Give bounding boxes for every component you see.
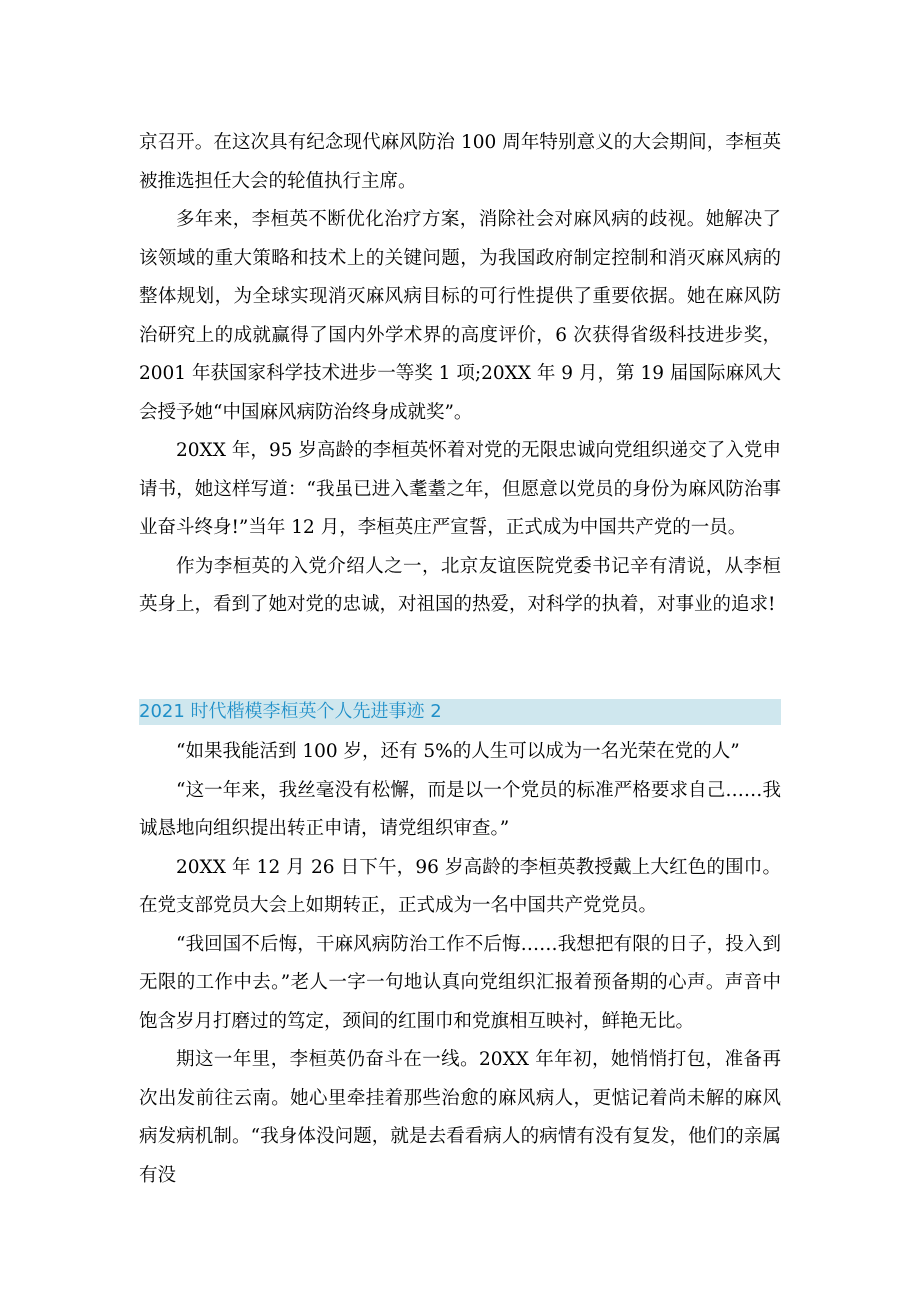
top-section (139, 124, 781, 625)
paragraph-continuation: 京召开。在这次具有纪念现代麻风防治 100 周年特别意义的大会期间，李桓英被推选担任大会的轮值执行主席。 (139, 132, 781, 192)
paragraph: 作为李桓英的入党介绍人之一，北京友谊医院党委书记辛有清说，从李桓英身上，看到了她对党的忠诚，对祖国的热爱，对科学的执着，对事业的追求! (139, 555, 781, 615)
paragraph: 20XX 年 12 月 26 日下午，96 岁高龄的李桓英教授戴上大红色的围巾。在党支部党员大会上如期转正，正式成为一名中国共产党党员。 (139, 856, 781, 916)
paragraph: 期这一年里，李桓英仍奋斗在一线。20XX 年年初，她悄悄打包，准备再次出发前往云南。她心里牵挂着那些治愈的麻风病人，更惦记着尚未解的麻风病发病机制。“我身体没问题，就是去看看病人的病情有没有复发，他们的亲属有没 (139, 1049, 781, 1186)
paragraph: “如果我能活到 100 岁，还有 5%的人生可以成为一名光荣在党的人” (176, 741, 740, 762)
paragraph: “这一年来，我丝毫没有松懈，而是以一个党员的标准严格要求自己……我诚恳地向组织提出转正申请，请党组织审查。” (139, 779, 781, 839)
section-2-body (139, 733, 781, 1195)
paragraph: 20XX 年，95 岁高龄的李桓英怀着对党的无限忠诚向党组织递交了入党申请书，她这样写道：“我虽已进入耄耋之年，但愿意以党员的身份为麻风防治事业奋斗终身!”当年 12 月，李桓英庄严宣誓，正式成为中国共产党的一员。 (139, 440, 781, 538)
paragraph: “我回国不后悔，干麻风病防治工作不后悔……我想把有限的日子，投入到无限的工作中去。”老人一字一句地认真向党组织汇报着预备期的心声。声音中饱含岁月打磨过的笃定，颈间的红围巾和党旗相互映衬，鲜艳无比。 (139, 933, 781, 1032)
section-heading (139, 699, 781, 725)
paragraph: 多年来，李桓英不断优化治疗方案，消除社会对麻风病的歧视。她解决了该领域的重大策略和技术上的关键问题，为我国政府制定控制和消灭麻风病的整体规划，为全球实现消灭麻风病目标的可行性提供了重要依据。她在麻风防治研究上的成就赢得了国内外学术界的高度评价，6 次获得省级科技进步奖，2001 年获国家科学技术进步一等奖 1 项;20XX 年 9 月，第 19 届国际麻风大会授予她“中国麻风病防治终身成就奖”。 (139, 209, 781, 423)
section-heading-text: 2021 时代楷模李桓英个人先进事迹 2 (139, 701, 442, 722)
